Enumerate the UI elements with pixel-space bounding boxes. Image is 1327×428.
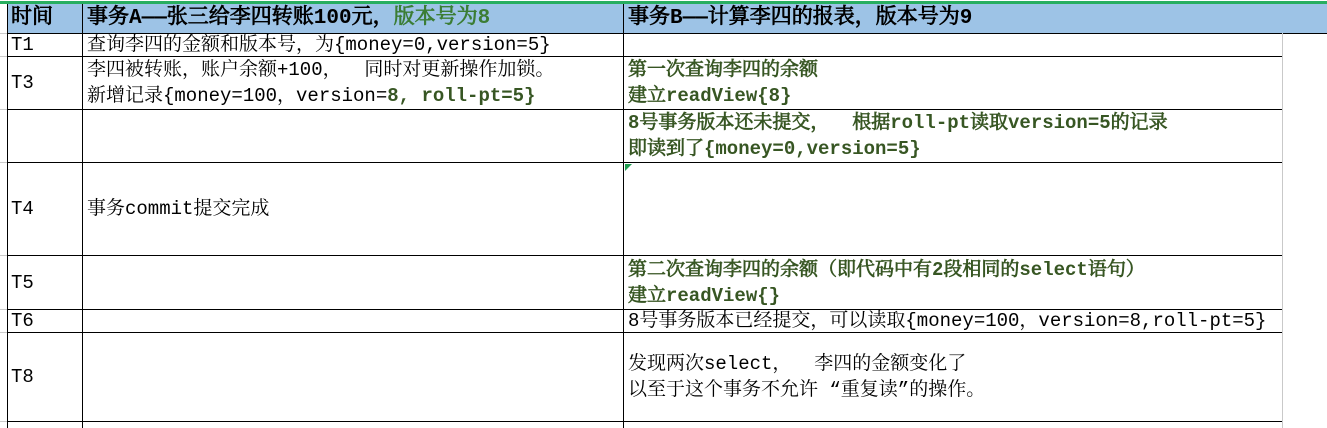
cell-text-plain: 新增记录{money=100，version= [87, 85, 388, 107]
header-cell-transaction-b[interactable] [624, 4, 1327, 33]
cell-b-t6[interactable] [624, 310, 1282, 332]
cell-b-partial[interactable] [624, 422, 1282, 428]
cell-text: 8号事务版本已经提交，可以读取{money=100，version=8,roll-pt=5} [628, 310, 1267, 332]
table-row-t4 [7, 163, 1282, 256]
time-label: T4 [11, 198, 34, 220]
row-gridline-tick [0, 421, 7, 422]
cell-time-t6[interactable] [8, 310, 83, 332]
table-row-unlabeled [7, 110, 1282, 163]
cell-text-line2: 以至于这个事务不允许 “重复读”的操作。 [628, 379, 986, 401]
header-transaction-b-label: 事务B——计算李四的报表，版本号为9 [628, 6, 973, 30]
row-gridline-tick [0, 255, 7, 256]
row-gridline-tick [0, 309, 7, 310]
cell-b-t4[interactable] [624, 163, 1282, 255]
cell-b-gap[interactable] [624, 110, 1282, 162]
column-gridline [1282, 33, 1283, 428]
cell-text-rollpt: 8, roll-pt=5} [387, 85, 536, 107]
cell-a-partial[interactable] [83, 422, 624, 428]
header-a-text: 事务A——张三给李四转账100元， [87, 6, 394, 30]
header-a-version-text: 版本号为8 [393, 6, 491, 30]
cell-time-t8[interactable] [8, 333, 83, 421]
header-cell-time[interactable] [8, 4, 83, 33]
cell-b-t3[interactable] [624, 57, 1282, 109]
header-time-label: 时间 [11, 6, 53, 30]
cell-time-t4[interactable] [8, 163, 83, 255]
table-row-t6 [7, 310, 1282, 333]
cell-text: 查询李四的金额和版本号，为{money=0,version=5} [87, 34, 551, 56]
table-row-t8 [7, 333, 1282, 422]
cell-a-gap[interactable] [83, 110, 624, 162]
cell-text-line1: 第一次查询李四的余额 [628, 59, 819, 81]
cell-a-t3[interactable] [83, 57, 624, 109]
cell-time-t3[interactable] [8, 57, 83, 109]
cell-a-t5[interactable] [83, 256, 624, 309]
cell-b-t5[interactable] [624, 256, 1282, 309]
cell-a-t6[interactable] [83, 310, 624, 332]
cell-text-line2: 即读到了{money=0,version=5} [628, 138, 921, 160]
table-row-t3 [7, 57, 1282, 110]
cell-text: 事务commit提交完成 [87, 198, 270, 220]
cell-text-line2 [87, 83, 623, 109]
cell-a-t8[interactable] [83, 333, 624, 421]
cell-text-line1: 8号事务版本还未提交， 根据roll-pt读取version=5的记录 [628, 112, 1168, 134]
cell-a-t1[interactable] [83, 34, 624, 56]
row-gridline-tick [0, 162, 7, 163]
cell-text-line1: 发现两次select， 李四的金额变化了 [628, 353, 967, 375]
header-row [7, 4, 1327, 34]
cell-time-gap[interactable] [8, 110, 83, 162]
table-row-partial [7, 422, 1282, 428]
cell-text-line1: 第二次查询李四的余额（即代码中有2段相同的select语句） [628, 258, 1145, 281]
error-indicator-triangle-icon [625, 164, 632, 171]
cell-b-t8[interactable] [624, 333, 1282, 421]
cell-text-line2: 建立readView{8} [628, 85, 792, 107]
cell-text-line2: 建立readView{} [628, 284, 781, 307]
table-row-t1 [7, 34, 1282, 57]
time-label: T3 [11, 72, 34, 94]
row-gridline-tick [0, 332, 7, 333]
row-gridline-tick [0, 109, 7, 110]
row-gridline-tick [0, 33, 7, 34]
time-label: T6 [11, 310, 34, 332]
cell-time-partial[interactable] [8, 422, 83, 428]
cell-text-line1: 李四被转账，账户余额+100， 同时对更新操作加锁。 [87, 59, 555, 81]
table-row-t5 [7, 256, 1282, 310]
time-label: T8 [11, 366, 34, 388]
time-label: T1 [11, 34, 34, 56]
header-cell-transaction-a[interactable] [83, 4, 624, 33]
cell-time-t5[interactable] [8, 256, 83, 309]
cell-a-t4[interactable] [83, 163, 624, 255]
cell-b-t1[interactable] [624, 34, 1282, 56]
row-gridline-tick [0, 56, 7, 57]
header-transaction-a-label [87, 5, 623, 33]
time-label: T5 [11, 271, 34, 294]
cell-time-t1[interactable] [8, 34, 83, 56]
